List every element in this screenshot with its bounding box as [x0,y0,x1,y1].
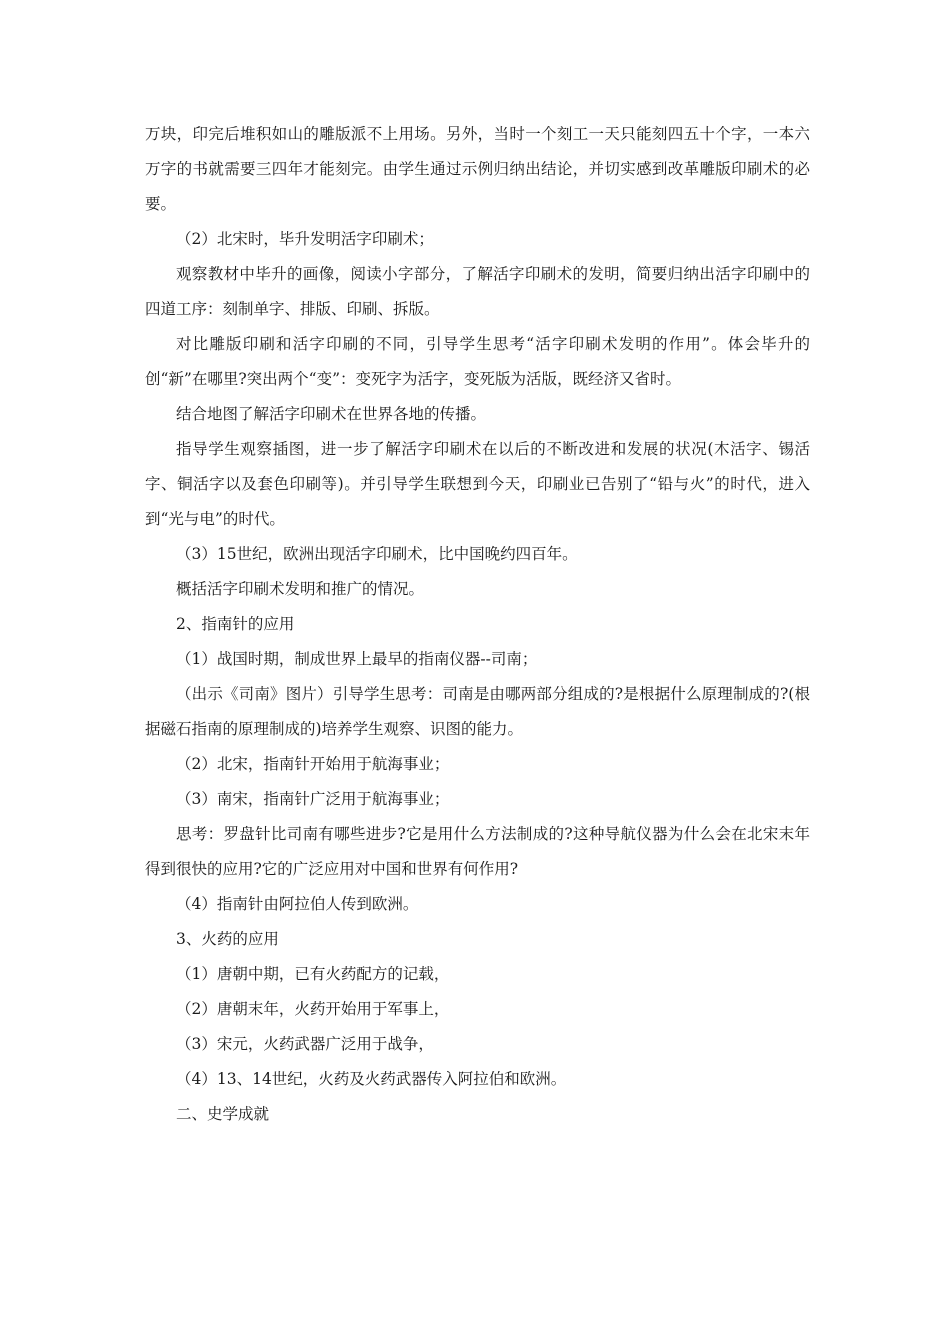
paragraph: （4）13、14世纪，火药及火药武器传入阿拉伯和欧洲。 [176,1070,567,1088]
document-body [145,117,810,1132]
paragraph: 2、指南针的应用 [176,615,295,633]
paragraph: （3）15世纪，欧洲出现活字印刷术，比中国晚约四百年。 [176,545,578,563]
paragraph: 万块，印完后堆积如山的雕版派不上用场。另外，当时一个刻工一天只能刻四五十个字，一本六万字的书就需要三四年才能刻完。由学生通过示例归纳出结论，并切实感到改革雕版印刷术的必要。 [145,125,810,213]
paragraph: （3）宋元，火药武器广泛用于战争， [176,1035,434,1053]
paragraph: （3）南宋，指南针广泛用于航海事业； [176,790,450,808]
paragraph: 3、火药的应用 [176,930,279,948]
paragraph: 思考：罗盘针比司南有哪些进步?它是用什么方法制成的?这种导航仪器为什么会在北宋末年得到很快的应用?它的广泛应用对中国和世界有何作用? [145,825,810,878]
paragraph: 二、史学成就 [176,1105,270,1123]
paragraph: 概括活字印刷术发明和推广的情况。 [176,580,425,598]
paragraph: 指导学生观察插图，进一步了解活字印刷术在以后的不断改进和发展的状况(木活字、锡活字、铜活字以及套色印刷等)。并引导学生联想到今天，印刷业已告别了“铅与火”的时代，进入到“光与电”的时代。 [145,440,810,528]
paragraph: （1）战国时期，制成世界上最早的指南仪器--司南； [176,650,538,668]
paragraph: 结合地图了解活字印刷术在世界各地的传播。 [176,405,487,423]
paragraph: （2）北宋，指南针开始用于航海事业； [176,755,450,773]
paragraph: （4）指南针由阿拉伯人传到欧洲。 [176,895,419,913]
paragraph: （2）北宋时，毕升发明活字印刷术； [176,230,434,248]
paragraph: （出示《司南》图片）引导学生思考：司南是由哪两部分组成的?是根据什么原理制成的?(根据磁石指南的原理制成的)培养学生观察、识图的能力。 [145,685,810,738]
paragraph: 对比雕版印刷和活字印刷的不同，引导学生思考“活字印刷术发明的作用”。体会毕升的创“新”在哪里?突出两个“变”：变死字为活字，变死版为活版，既经济又省时。 [145,335,810,388]
paragraph: （2）唐朝末年，火药开始用于军事上， [176,1000,450,1018]
paragraph: 观察教材中毕升的画像，阅读小字部分，了解活字印刷术的发明，简要归纳出活字印刷中的四道工序：刻制单字、排版、印刷、拆版。 [145,265,810,318]
paragraph: （1）唐朝中期，已有火药配方的记载， [176,965,450,983]
